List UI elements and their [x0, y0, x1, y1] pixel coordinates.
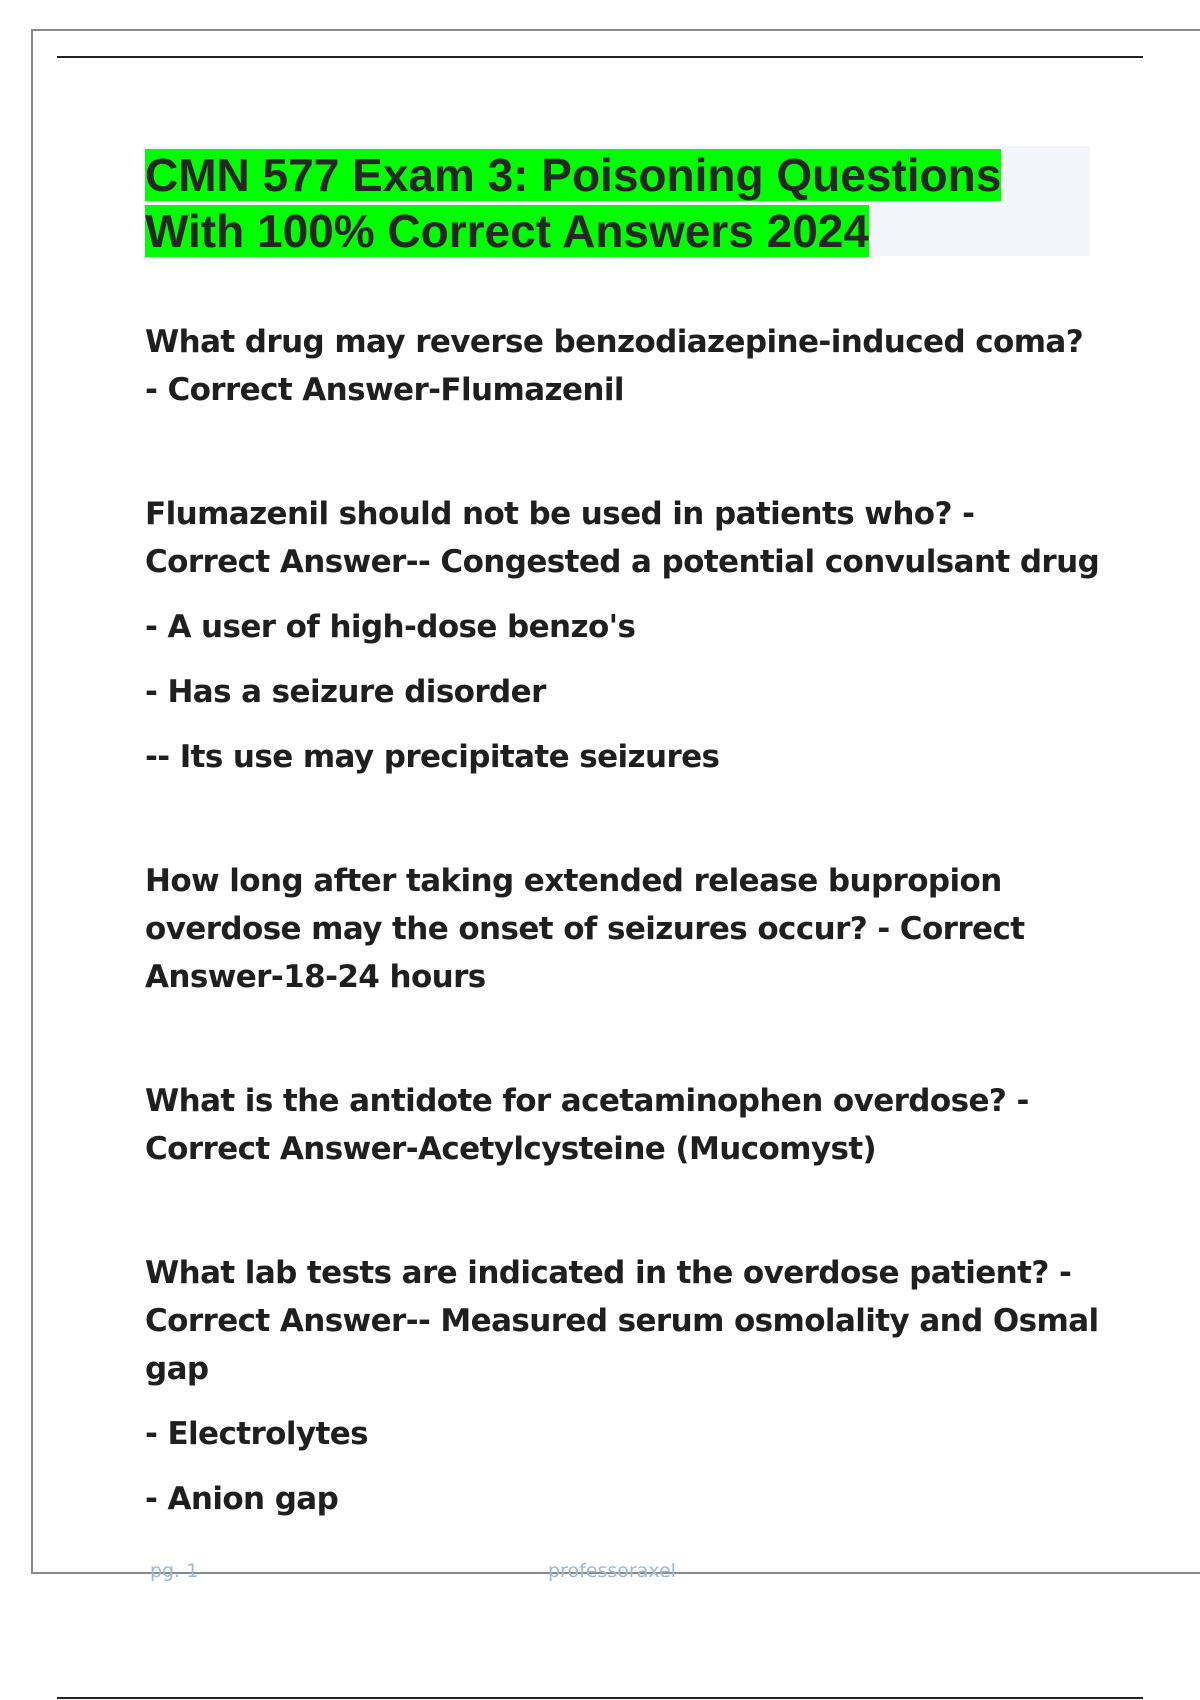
qa-text: Flumazenil should not be used in patients who? - Correct Answer-- Congested a potential convulsant drug: [145, 496, 1100, 580]
qa-subitem: - Electrolytes: [145, 1416, 368, 1452]
title-line-1: CMN 577 Exam 3: Poisoning Questions: [145, 149, 1002, 201]
document-title: [145, 147, 1085, 259]
qa-subitem: - A user of high-dose benzo's: [145, 609, 636, 645]
next-page-header-rule: [57, 1697, 1143, 1699]
qa-item: [145, 1249, 1105, 1523]
header-rule: [57, 56, 1143, 58]
page-number: pg. 1: [150, 1560, 199, 1582]
qa-subitem: -- Its use may precipitate seizures: [145, 739, 720, 775]
qa-text: What drug may reverse benzodiazepine-induced coma? - Correct Answer-Flumazenil: [145, 324, 1084, 408]
qa-text: What lab tests are indicated in the overdose patient? - Correct Answer-- Measured serum osmolality and Osmal gap: [145, 1255, 1099, 1387]
title-line-2: With 100% Correct Answers 2024: [145, 205, 869, 257]
footer-author: professoraxel: [548, 1560, 676, 1582]
qa-item: [145, 1077, 1105, 1173]
qa-text: How long after taking extended release bupropion overdose may the onset of seizures occur? - Correct Answer-18-24 hours: [145, 863, 1025, 995]
qa-text: What is the antidote for acetaminophen overdose? - Correct Answer-Acetylcysteine (Mucomyst): [145, 1083, 1029, 1167]
qa-subitem: - Anion gap: [145, 1481, 339, 1517]
qa-item: [145, 318, 1105, 414]
qa-subitem: - Has a seizure disorder: [145, 674, 546, 710]
qa-list: [145, 318, 1105, 1523]
qa-item: [145, 490, 1105, 781]
qa-item: [145, 857, 1105, 1001]
